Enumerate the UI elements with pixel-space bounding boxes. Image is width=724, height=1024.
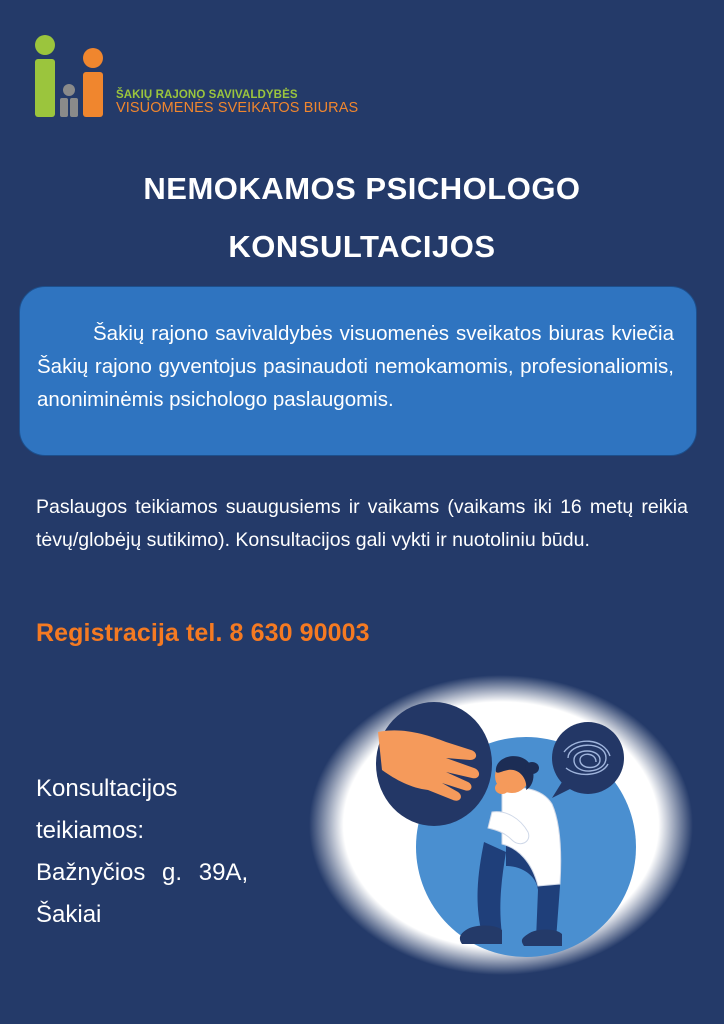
registration-phone: Registracija tel. 8 630 90003 <box>36 619 370 647</box>
intro-box: Šakių rajono savivaldybės visuomenės sveikatos biuras kviečia Šakių rajono gyventojus pasinaudoti nemokamomis, profesionaliomis, anoniminėmis psichologo paslaugomis. <box>19 286 697 456</box>
title-line-1: NEMOKAMOS PSICHOLOGO <box>143 171 581 206</box>
page-title <box>0 160 724 276</box>
family-logo-icon <box>34 34 110 118</box>
address-line-2: teikiamos: <box>36 817 145 844</box>
address-line-1: Konsultacijos <box>36 775 178 802</box>
address-line-3: Bažnyčios g. 39A, <box>36 859 249 886</box>
logo-line-1: ŠAKIŲ RAJONO SAVIVALDYBĖS <box>116 88 298 101</box>
title-line-2: KONSULTACIJOS <box>228 229 496 264</box>
helping-hand-icon <box>376 702 492 826</box>
logo-line-2: VISUOMENĖS SVEIKATOS BIURAS <box>116 99 359 116</box>
address-line-4: Šakiai <box>36 901 102 928</box>
person-support-illustration <box>306 672 696 978</box>
consultation-address <box>36 768 276 936</box>
organization-logo <box>34 34 358 118</box>
services-paragraph: Paslaugos teikiamos suaugusiems ir vaikams (vaikams iki 16 metų reikia tėvų/globėjų sutikimo). Konsultacijos gali vykti ir nuotoliniu būdu. <box>36 496 688 551</box>
